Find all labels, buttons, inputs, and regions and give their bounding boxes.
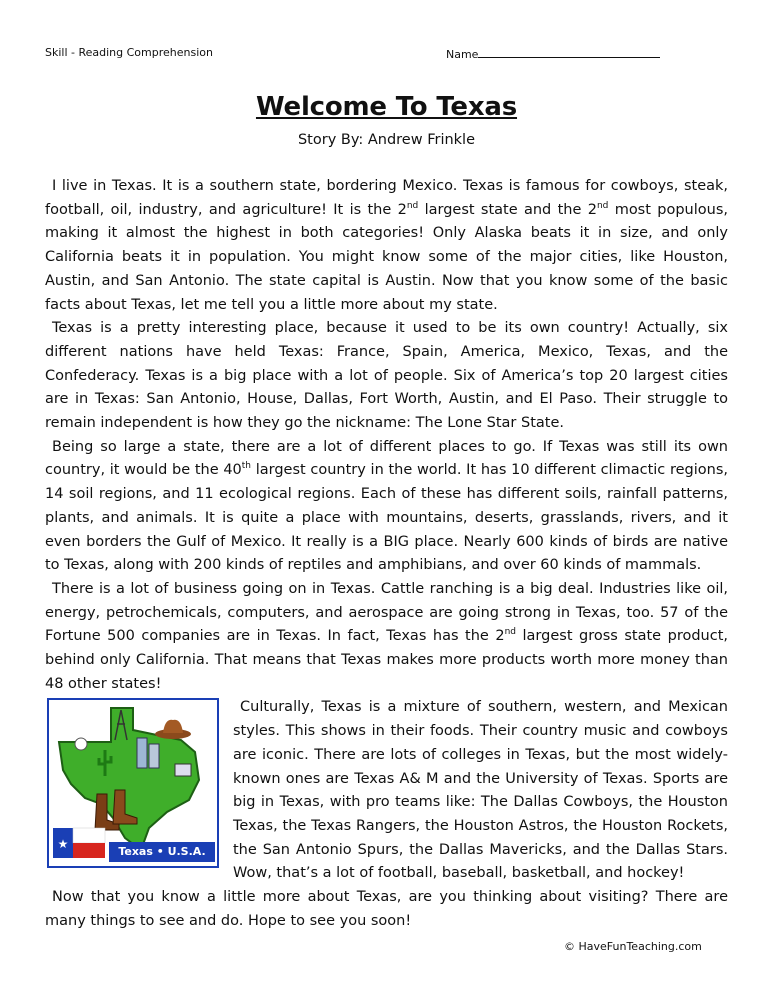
- paragraph-5: Culturally, Texas is a mixture of southern, western, and Mexican styles. This shows in their foods. Their country music and cowboys are iconic. There are lots of colleges in Texas, but the most widely-known ones are Texas A& M and the University of Texas. Sports are big in Texas, with pro teams like: The Dallas Cowboys, the Houston Texas, the Texas Rangers, the Houston Astros, the Houston Rockets, the San Antonio Spurs, the Dallas Mavericks, and the Dallas Stars. Wow, that’s a lot of football, baseball, basketball, and hockey!: [233, 699, 728, 882]
- copyright-footer: © HaveFunTeaching.com: [564, 940, 702, 953]
- svg-text:★: ★: [57, 837, 69, 852]
- skill-label: Skill - Reading Comprehension: [45, 46, 213, 59]
- texas-map-image: [47, 698, 219, 868]
- paragraph-6: Now that you know a little more about Texas, are you thinking about visiting? There are many things to see and do. Hope to see you soon!: [45, 889, 728, 929]
- name-field: [446, 46, 660, 61]
- byline: Story By: Andrew Frinkle: [297, 132, 476, 148]
- paragraph-3: Being so large a state, there are a lot of different places to go. If Texas was still its own country, it would be the 40th largest country in the world. It has 10 different climactic regions, 14 soil regions, and 11 ecological regions. Each of these has different soils, rainfall patterns, plants, and animals. It is quite a place with mountains, deserts, grasslands, rivers, and it even borders the Gulf of Mexico. It really is a BIG place. Nearly 600 kinds of birds are native to Texas, along with 200 kinds of reptiles and amphibians, and over 60 kinds of mammals.: [45, 438, 728, 574]
- name-label: Name: [446, 48, 479, 61]
- paragraph-4: There is a lot of business going on in Texas. Cattle ranching is a big deal. Industries like oil, energy, petrochemicals, computers, and aerospace are going strong in Texas, too. 57 of the Fortune 500 companies are in Texas. In fact, Texas has the 2nd largest gross state product, behind only California. That means that Texas makes more products worth more money than 48 other states!: [45, 580, 728, 692]
- paragraph-1: I live in Texas. It is a southern state, bordering Mexico. Texas is famous for cowboys, steak, football, oil, industry, and agriculture! It is the 2nd largest state and the 2nd most populous, making it almost the highest in both categories! Only Alaska beats it in size, and only California beats it in population. You might know some of the major cities, like Houston, Austin, and San Antonio. The state capital is Austin. Now that you know some of the basic facts about Texas, let me tell you a little more about my state.: [45, 178, 728, 313]
- paragraph-2: Texas is a pretty interesting place, because it used to be its own country! Actually, six different nations have held Texas: France, Spain, America, Mexico, Texas, and the Confederacy. Texas is a big place with a lot of people. Six of America’s top 20 largest cities are in Texas: San Antonio, House, Dallas, Fort Worth, Austin, and El Paso. Their struggle to remain independent is how they go the nickname: The Lone Star State.: [45, 320, 728, 432]
- name-blank-line: [478, 46, 660, 58]
- page-title: Welcome To Texas: [255, 92, 518, 122]
- texas-caption: Texas • U.S.A.: [109, 842, 215, 862]
- story-body: [45, 175, 728, 934]
